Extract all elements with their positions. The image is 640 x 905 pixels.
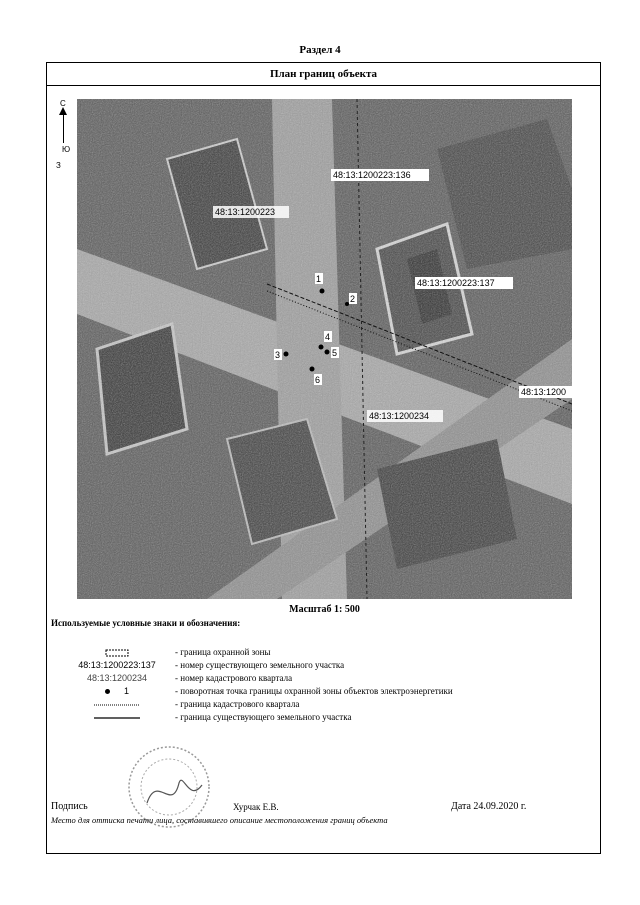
legend-text-quarter-boundary: - граница кадастрового квартала [175, 699, 300, 709]
legend-text-zone: - граница охранной зоны [175, 647, 271, 657]
point-4 [319, 345, 324, 350]
map-texture [77, 99, 572, 599]
point-1 [320, 289, 325, 294]
north-arrow-icon [63, 109, 64, 143]
legend-text-point: - поворотная точка границы охранной зоны объектов электроэнергетики [175, 686, 453, 696]
parcel-number-sample: 48:13:1200223:137 [78, 660, 156, 670]
stamp-note: Место для оттиска печати лица, составившего описание местоположения границ объекта [51, 815, 388, 825]
legend-text-quarter-number: - номер кадастрового квартала [175, 673, 293, 683]
legend-title: Используемые условные знаки и обозначения: [51, 618, 241, 628]
south-label: Ю [62, 145, 71, 154]
legend-row-quarter-boundary [47, 699, 602, 712]
parcel-label-1200: 48:13:1200 [521, 387, 567, 397]
legend-row-quarter-number [47, 673, 602, 686]
point-5 [325, 350, 330, 355]
legend-text-parcel-boundary: - граница существующего земельного участка [175, 712, 352, 722]
point-label-6: 6 [315, 375, 321, 385]
map-scale: Масштаб 1: 500 [289, 604, 360, 615]
quarter-boundary-symbol [67, 699, 167, 709]
parcel-label-137: 48:13:1200223:137 [417, 278, 495, 288]
west-label: З [56, 161, 61, 170]
point-label-5: 5 [332, 348, 338, 358]
signature-date: Дата 24.09.2020 г. [451, 801, 527, 812]
point-3 [284, 352, 289, 357]
parcel-label-223: 48:13:1200223 [215, 207, 276, 217]
signature-label: Подпись [51, 801, 88, 812]
point-2 [345, 302, 349, 306]
legend-row-parcel-boundary [47, 712, 602, 725]
north-arrow [56, 99, 72, 179]
legend-row-point [47, 686, 602, 699]
north-label: С [60, 99, 66, 108]
point-label-4: 4 [325, 332, 331, 342]
legend-row-parcel-number [47, 660, 602, 673]
point-sample-label: 1 [123, 686, 129, 696]
point-symbol [67, 686, 167, 696]
parcel-label-234: 48:13:1200234 [369, 411, 430, 421]
legend-text-parcel-number: - номер существующего земельного участка [175, 660, 345, 670]
aerial-map-svg [77, 99, 572, 599]
plan-title: План границ объекта [47, 63, 600, 86]
section-title: Раздел 4 [299, 44, 341, 56]
signer-name: Хурчак Е.В. [233, 802, 279, 812]
point-6 [310, 367, 315, 372]
zone-boundary-symbol [67, 647, 167, 657]
legend-row-zone [47, 647, 602, 660]
aerial-map[interactable] [77, 99, 572, 599]
parcel-boundary-symbol [67, 712, 167, 722]
plan-frame [46, 62, 601, 854]
parcel-label-136: 48:13:1200223:136 [333, 170, 411, 180]
point-label-3: 3 [275, 350, 281, 360]
quarter-number-sample: 48:13:1200234 [86, 673, 148, 683]
point-label-2: 2 [350, 294, 356, 304]
point-label-1: 1 [316, 274, 322, 284]
dot-icon [105, 689, 110, 694]
